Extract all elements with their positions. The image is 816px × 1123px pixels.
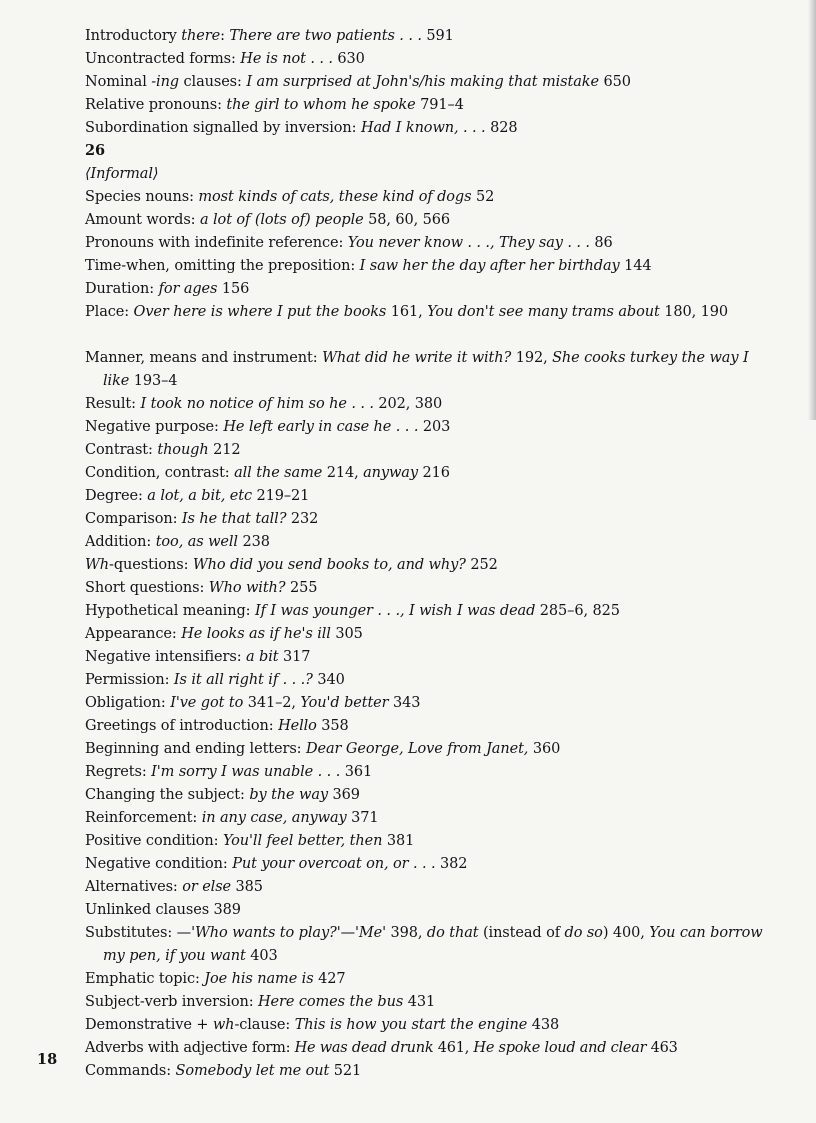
list-item: Negative intensifiers: a bit 317 <box>85 649 311 665</box>
list-item: Obligation: I've got to 341–2, You'd better 343 <box>85 695 421 711</box>
list-item: Condition, contrast: all the same 214, anyway 216 <box>85 465 450 481</box>
list-item: Addition: too, as well 238 <box>85 534 270 550</box>
list-item: Appearance: He looks as if he's ill 305 <box>85 626 363 642</box>
list-item: Substitutes: —'Who wants to play?'—'Me' 398, do that (instead of do so) 400, You can borrow my pen, if you want 403 <box>85 925 763 964</box>
list-item: Adverbs with adjective form: He was dead drunk 461, He spoke loud and clear 463 <box>85 1040 678 1056</box>
section-number: 26 <box>85 142 105 159</box>
list-item: Permission: Is it all right if . . .? 340 <box>85 672 345 688</box>
list-item: Reinforcement: in any case, anyway 371 <box>85 810 379 826</box>
list-item: Changing the subject: by the way 369 <box>85 787 360 803</box>
list-item: Wh-questions: Who did you send books to, and why? 252 <box>85 557 498 573</box>
list-item: Unlinked clauses 389 <box>85 902 241 918</box>
list-item: Relative pronouns: the girl to whom he spoke 791–4 <box>85 97 464 113</box>
list-item: Subordination signalled by inversion: Had I known, . . . 828 <box>85 120 518 136</box>
list-item: Emphatic topic: Joe his name is 427 <box>85 971 346 987</box>
list-item: Degree: a lot, a bit, etc 219–21 <box>85 488 310 504</box>
list-item: Hypothetical meaning: If I was younger . . ., I wish I was dead 285–6, 825 <box>85 603 620 619</box>
list-item: Manner, means and instrument: What did he write it with? 192, She cooks turkey the way I like 193–4 <box>85 350 749 389</box>
list-item: Place: Over here is where I put the books 161, You don't see many trams about 180, 190 <box>85 304 728 320</box>
list-item: Positive condition: You'll feel better, then 381 <box>85 833 415 849</box>
section-label: ⟨Informal⟩ <box>85 166 159 182</box>
list-item: Amount words: a lot of (lots of) people 58, 60, 566 <box>85 212 451 228</box>
list-item: Species nouns: most kinds of cats, these kind of dogs 52 <box>85 189 495 205</box>
list-item: Result: I took no notice of him so he . . . 202, 380 <box>85 396 443 412</box>
list-item: Commands: Somebody let me out 521 <box>85 1063 362 1079</box>
list-item: Greetings of introduction: Hello 358 <box>85 718 349 734</box>
list-item: Nominal -ing clauses: I am surprised at John's/his making that mistake 650 <box>85 74 631 90</box>
page-edge-shadow <box>808 0 816 420</box>
page-number: 18 <box>37 1051 58 1068</box>
list-item: Negative condition: Put your overcoat on, or . . . 382 <box>85 856 468 872</box>
list-item: Duration: for ages 156 <box>85 281 250 297</box>
list-item: Regrets: I'm sorry I was unable . . . 361 <box>85 764 373 780</box>
list-item: Introductory there: There are two patients . . . 591 <box>85 28 454 44</box>
list-item: Uncontracted forms: He is not . . . 630 <box>85 51 365 67</box>
list-item: Pronouns with indefinite reference: You never know . . ., They say . . . 86 <box>85 235 613 251</box>
list-item: Beginning and ending letters: Dear George, Love from Janet, 360 <box>85 741 561 757</box>
list-item: Subject-verb inversion: Here comes the bus 431 <box>85 994 436 1010</box>
list-item: Contrast: though 212 <box>85 442 241 458</box>
list-item: Comparison: Is he that tall? 232 <box>85 511 319 527</box>
list-item: Demonstrative + wh-clause: This is how you start the engine 438 <box>85 1017 560 1033</box>
list-item: Short questions: Who with? 255 <box>85 580 318 596</box>
list-item: Alternatives: or else 385 <box>85 879 263 895</box>
list-item: Time-when, omitting the preposition: I saw her the day after her birthday 144 <box>85 258 652 274</box>
list-item: Negative purpose: He left early in case he . . . 203 <box>85 419 451 435</box>
